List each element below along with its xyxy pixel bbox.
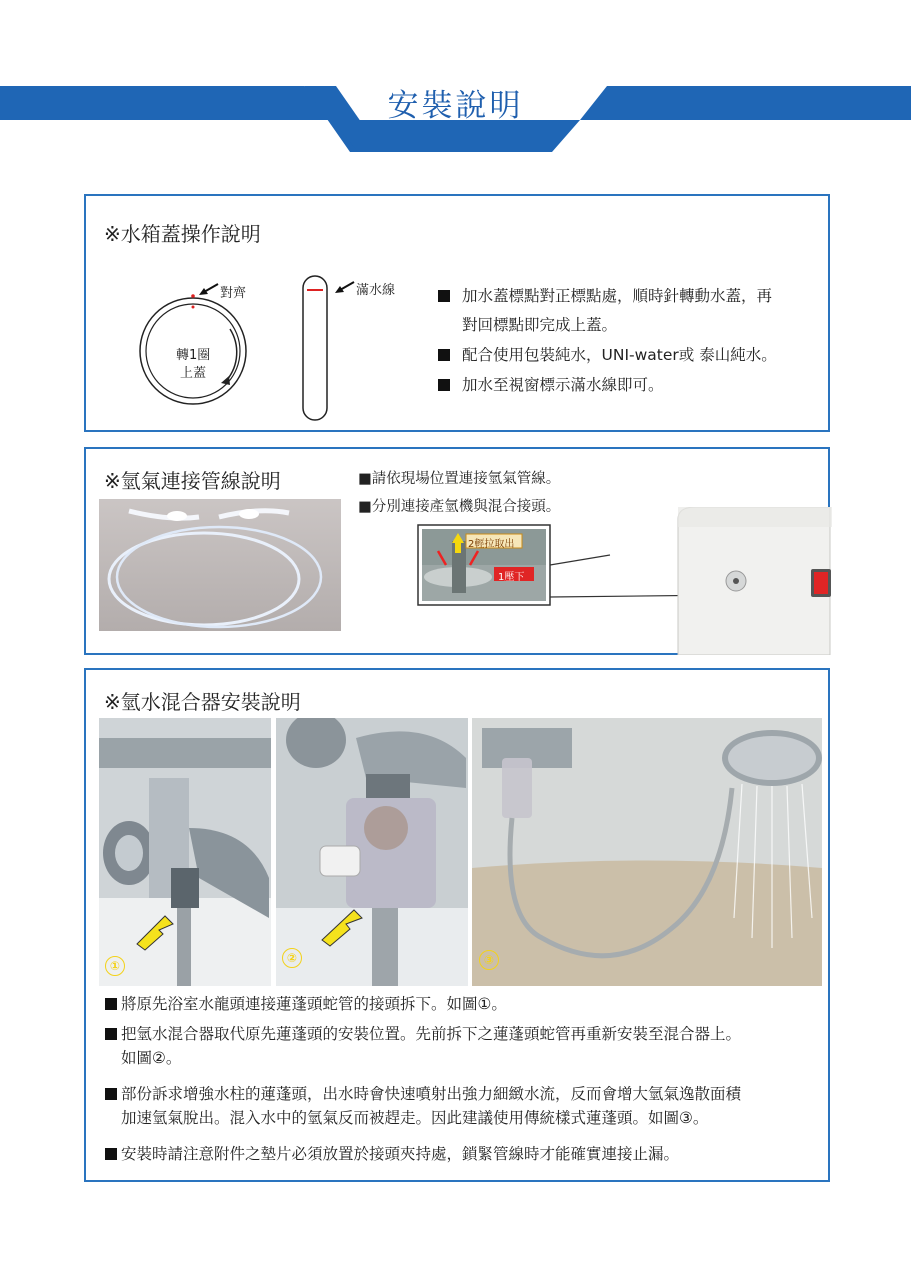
tank-lid-title: ※水箱蓋操作說明 — [104, 222, 261, 246]
full-line-arrow-icon — [334, 280, 356, 294]
full-line-label: 滿水線 — [356, 283, 396, 298]
tube-bullet-1: ■請依現場位置連接氫氣管線。 — [358, 471, 561, 487]
lid-bullet-3: 加水至視窗標示滿水線即可。 — [438, 373, 664, 395]
align-arrow-icon — [198, 282, 220, 296]
tank-lid-panel — [84, 194, 830, 432]
tube-bullet-2: ■分別連接產氫機與混合接頭。 — [358, 499, 561, 515]
hydrogen-tube-title: ※氫氣連接管線說明 — [104, 469, 281, 493]
showerhead-photo-3 — [472, 718, 822, 986]
install-step-2: 把氫水混合器取代原先蓮蓬頭的安裝位置。先前拆下之蓮蓬頭蛇管再重新安裝至混合器上。 如圖②。 — [105, 1022, 741, 1070]
lid-bullet-1: 加水蓋標點對正標點處，順時針轉動水蓋，再 — [438, 284, 772, 306]
rotate-label-line2: 上蓋 — [180, 366, 207, 381]
install-step-4: 安裝時請注意附件之墊片必須放置於接頭夾持處，鎖緊管線時才能確實連接止漏。 — [105, 1142, 679, 1166]
install-step-1: 將原先浴室水龍頭連接蓮蓬頭蛇管的接頭拆下。如圖①。 — [105, 992, 507, 1016]
faucet-photo-1 — [99, 718, 271, 986]
mixer-install-title: ※氫水混合器安裝說明 — [104, 690, 301, 714]
inset-press-label: 1壓下 — [498, 572, 525, 583]
hydrogen-tube-panel — [84, 447, 830, 655]
photo-badge-3: ③ — [479, 950, 499, 970]
page-title: 安裝說明 — [387, 88, 524, 124]
water-level-window — [300, 274, 334, 424]
tubing-photo — [99, 499, 341, 631]
mixer-photo-2 — [276, 718, 468, 986]
photo-badge-2: ② — [282, 948, 302, 968]
align-label: 對齊 — [220, 286, 247, 301]
install-step-3: 部份訴求增強水柱的蓮蓬頭，出水時會快速噴射出強力細緻水流，反而會增大氫氣逸散面積 加速氫氣脫出。混入水中的氫氣反而被趕走。因此建議使用傳統樣式蓮蓬頭。如圖③。 — [105, 1082, 741, 1130]
generator-machine-illustration — [416, 507, 832, 655]
inset-pull-label: 2輕拉取出 — [468, 539, 515, 550]
lid-bullet-2: 配合使用包裝純水，UNI-water或 泰山純水。 — [438, 343, 777, 365]
rotate-label-line1: 轉1圈 — [176, 348, 211, 363]
lid-bullet-1-cont: 對回標點即完成上蓋。 — [462, 316, 618, 334]
photo-badge-1: ① — [105, 956, 125, 976]
